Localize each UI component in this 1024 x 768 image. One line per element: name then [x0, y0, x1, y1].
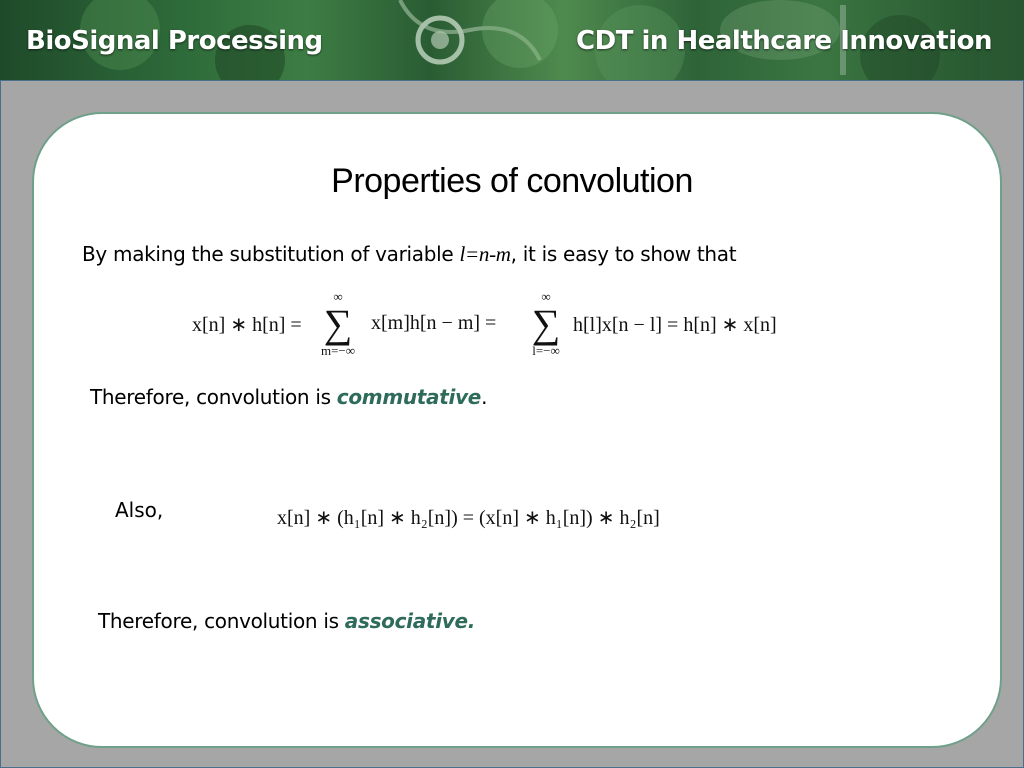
eq1-sum2-upper: ∞ [541, 289, 551, 304]
associative-highlight: associative. [344, 609, 476, 633]
intro-text [82, 242, 736, 267]
commutative-suffix: . [481, 385, 488, 409]
eq1-sum1 [308, 290, 368, 358]
also-label: Also, [115, 498, 164, 522]
eq1-rhs: h[l]x[n − l] = h[n] ∗ x[n] [573, 314, 777, 336]
program-title: CDT in Healthcare Innovation [576, 26, 992, 56]
header-banner [0, 0, 1024, 80]
intro-prefix: By making the substitution of variable [82, 242, 460, 266]
substitution-variable: l=n-m [459, 242, 511, 266]
associative-prefix: Therefore, convolution is [98, 609, 345, 633]
eq1-sum1-lower: m=−∞ [320, 343, 356, 358]
equation-associative: x[n] ∗ (h₁[n] ∗ h₂[n]) = (x[n] ∗ h₁[n]) ∗ h₂[n] [277, 507, 660, 529]
eq1-lhs: x[n] ∗ h[n] = [192, 314, 302, 336]
eq1-sum1-upper: ∞ [333, 289, 343, 304]
course-title: BioSignal Processing [26, 26, 323, 56]
intro-suffix: , it is easy to show that [510, 242, 737, 266]
commutative-highlight: commutative [336, 385, 482, 409]
eq1-middle: x[m]h[n − m] = [371, 312, 497, 334]
sigma-symbol: ∑ [531, 301, 561, 346]
sigma-symbol: ∑ [323, 301, 353, 346]
commutative-prefix: Therefore, convolution is [90, 385, 337, 409]
eq1-sum2 [518, 290, 574, 358]
associative-statement [98, 609, 475, 633]
content-card [32, 112, 1002, 748]
slide-title: Properties of convolution [331, 162, 693, 200]
eq1-sum2-lower: l=−∞ [532, 343, 560, 358]
commutative-statement [90, 385, 487, 409]
